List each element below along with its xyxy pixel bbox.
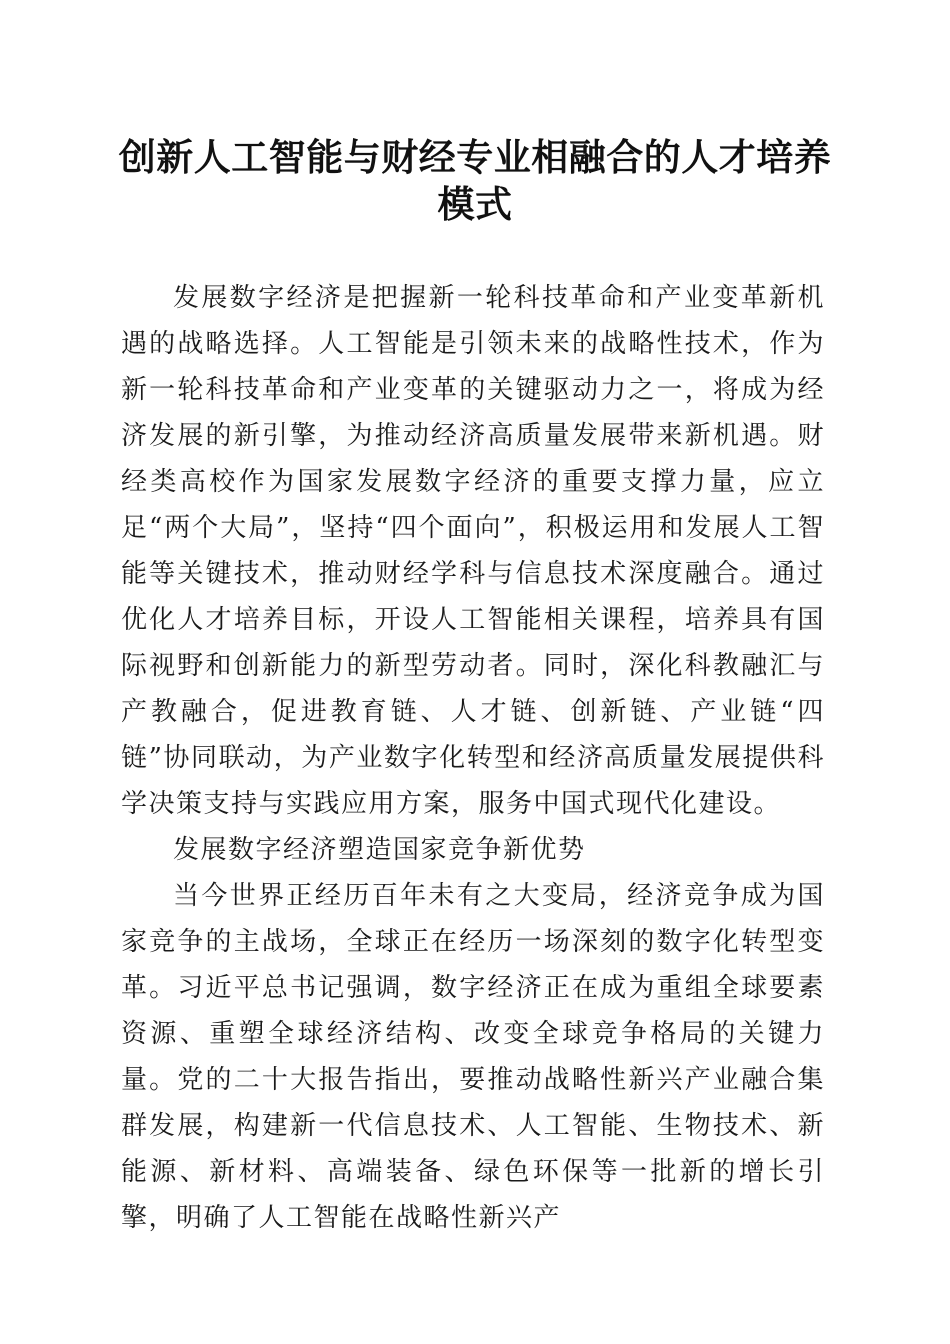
paragraph-intro: 发展数字经济是把握新一轮科技革命和产业变革新机遇的战略选择。人工智能是引领未来的战略性技术，作为新一轮科技革命和产业变革的关键驱动力之一，将成为经济发展的新引擎，为推动经济高质量发展带来新机遇。财经类高校作为国家发展数字经济的重要支撑力量，应立足“两个大局”，坚持“四个面向”，积极运用和发展人工智能等关键技术，推动财经学科与信息技术深度融合。通过优化人才培养目标，开设人工智能相关课程，培养具有国际视野和创新能力的新型劳动者。同时，深化科教融汇与产教融合，促进教育链、人才链、创新链、产业链“四链”协同联动，为产业数字化转型和经济高质量发展提供科学决策支持与实践应用方案，服务中国式现代化建设。 — [121, 283, 825, 819]
document-body — [121, 275, 825, 1241]
paragraph-section-1: 当今世界正经历百年未有之大变局，经济竞争成为国家竞争的主战场，全球正在经历一场深刻的数字化转型变革。习近平总书记强调，数字经济正在成为重组全球要素资源、重塑全球经济结构、改变全球竞争格局的关键力量。党的二十大报告指出，要推动战略性新兴产业融合集群发展，构建新一代信息技术、人工智能、生物技术、新能源、新材料、高端装备、绿色环保等一批新的增长引擎，明确了人工智能在战略性新兴产 — [121, 881, 825, 1233]
document-title: 创新人工智能与财经专业相融合的人才培养模式 — [118, 135, 832, 226]
section-heading: 发展数字经济塑造国家竞争新优势 — [173, 835, 586, 865]
